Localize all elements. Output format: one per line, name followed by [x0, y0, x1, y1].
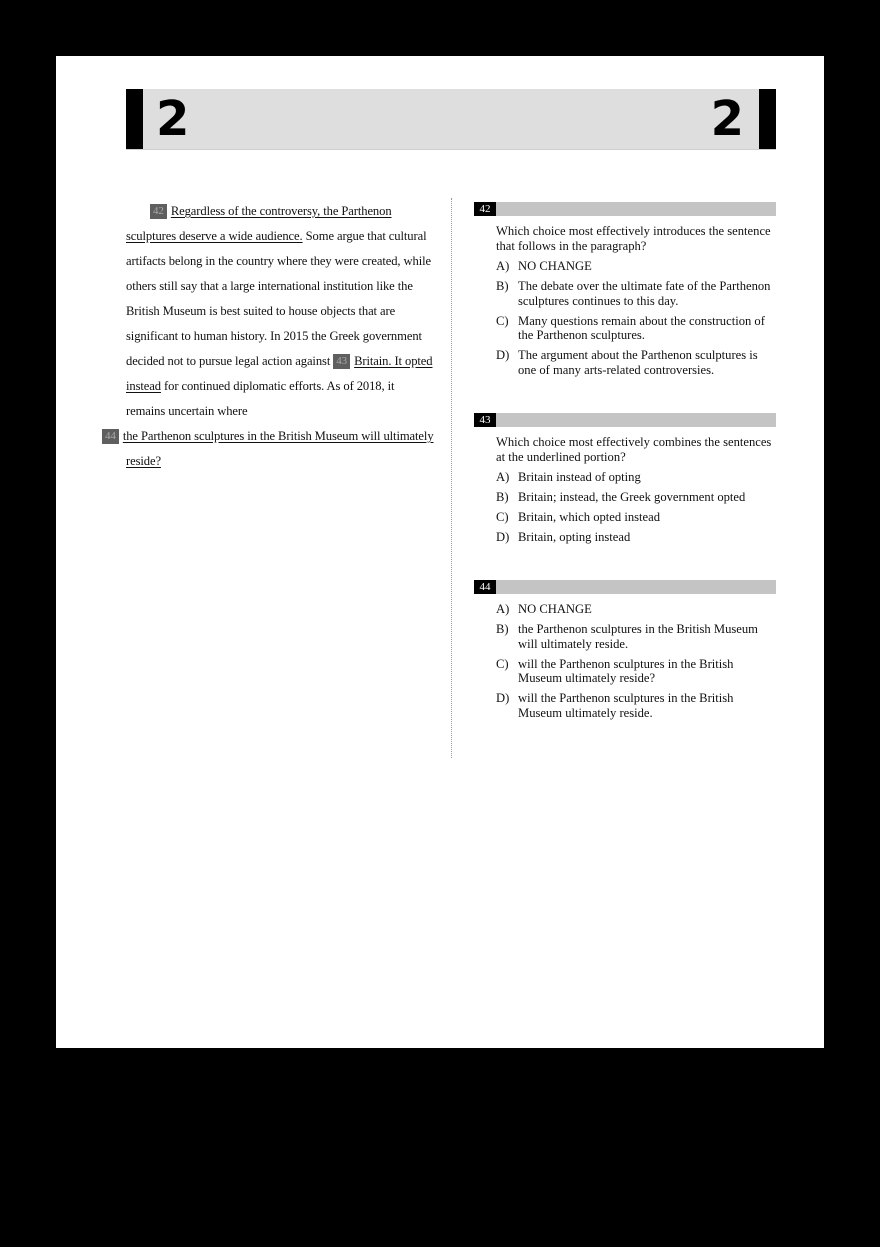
question-header: [474, 580, 776, 594]
choice-letter: C): [496, 656, 509, 671]
choice-text: The argument about the Parthenon sculptures is one of many arts-related controversies.: [518, 348, 758, 377]
choice-text: Britain, which opted instead: [518, 510, 660, 524]
section-number-left: 2: [156, 91, 190, 147]
choice-text: will the Parthenon sculptures in the British Museum ultimately reside.: [518, 691, 734, 720]
column-divider: [451, 198, 452, 758]
question-stem: Which choice most effectively introduces the sentence that follows in the paragraph?: [496, 224, 771, 253]
choice-letter: D): [496, 348, 510, 362]
answer-choice-b[interactable]: [496, 622, 776, 651]
choice-letter: D): [496, 530, 510, 544]
section-number-right: 2: [710, 91, 744, 147]
question-number: 44: [474, 580, 496, 594]
choice-text: Britain; instead, the Greek government opted: [518, 490, 746, 504]
choice-letter: B): [496, 279, 509, 293]
answer-choice-d[interactable]: [496, 691, 776, 720]
underlined-portion-44: the Parthenon sculptures in the British Museum will ultimately reside?: [122, 429, 434, 468]
question-43: [474, 413, 776, 550]
question-stem: Which choice most effectively combines the sentences at the underlined portion?: [496, 435, 772, 464]
passage-text: Some argue that cultural artifacts belong in the country where they were created, while others still say that a large international institution like the British Museum is best suited to house objects that are significant to human history. In 2015 the Greek government decided not to pursue legal action against: [126, 229, 432, 368]
answer-choices: [496, 470, 776, 545]
question-header: [474, 202, 776, 216]
section-header: [126, 89, 776, 150]
answer-choice-b[interactable]: [496, 279, 776, 308]
answer-choices: [496, 602, 776, 720]
choice-text: will the Parthenon sculptures in the British Museum ultimately reside?: [518, 656, 734, 685]
question-44: [474, 580, 776, 726]
choice-text: NO CHANGE: [518, 602, 592, 616]
choice-text: NO CHANGE: [518, 259, 592, 273]
choice-letter: A): [496, 470, 510, 484]
question-number: 42: [474, 202, 496, 216]
choice-text: The debate over the ultimate fate of the Parthenon sculptures continues to this day.: [518, 279, 771, 308]
choice-text: Britain instead of opting: [518, 470, 641, 484]
answer-choice-c[interactable]: [496, 314, 776, 343]
choice-letter: D): [496, 691, 510, 705]
answer-choice-c[interactable]: [496, 657, 776, 686]
choice-text: Britain, opting instead: [518, 530, 631, 544]
answer-choice-d[interactable]: [496, 348, 776, 377]
answer-choice-a[interactable]: [496, 470, 776, 485]
choice-letter: A): [496, 259, 510, 273]
answer-choice-b[interactable]: [496, 490, 776, 505]
choice-letter: C): [496, 510, 509, 524]
question-marker-42[interactable]: 42: [150, 204, 167, 219]
choice-letter: C): [496, 313, 509, 328]
passage-text: for continued diplomatic efforts. As of 2018, it remains uncertain where: [126, 379, 395, 418]
answer-choice-c[interactable]: [496, 510, 776, 525]
underlined-portion-42: Regardless of the controversy, the Parthenon sculptures deserve a wide audience.: [126, 204, 392, 243]
header-block-right: [759, 89, 776, 149]
test-page: [56, 56, 824, 1048]
question-marker-43[interactable]: 43: [333, 354, 350, 369]
question-number: 43: [474, 413, 496, 427]
answer-choices: [496, 259, 776, 377]
passage-paragraph: [105, 199, 436, 474]
choice-letter: B): [496, 490, 509, 504]
question-42: [474, 202, 776, 383]
answer-choice-d[interactable]: [496, 530, 776, 545]
answer-choice-a[interactable]: [496, 259, 776, 274]
choice-text: Many questions remain about the construction of the Parthenon sculptures.: [518, 313, 765, 342]
passage: [105, 199, 436, 474]
underlined-portion-43: Britain. It opted instead: [126, 354, 433, 393]
header-block-left: [126, 89, 143, 149]
choice-letter: B): [496, 622, 509, 636]
question-marker-44[interactable]: 44: [102, 429, 119, 444]
question-header: [474, 413, 776, 427]
choice-letter: A): [496, 602, 510, 616]
choice-text: the Parthenon sculptures in the British Museum will ultimately reside.: [518, 622, 758, 651]
answer-choice-a[interactable]: [496, 602, 776, 617]
